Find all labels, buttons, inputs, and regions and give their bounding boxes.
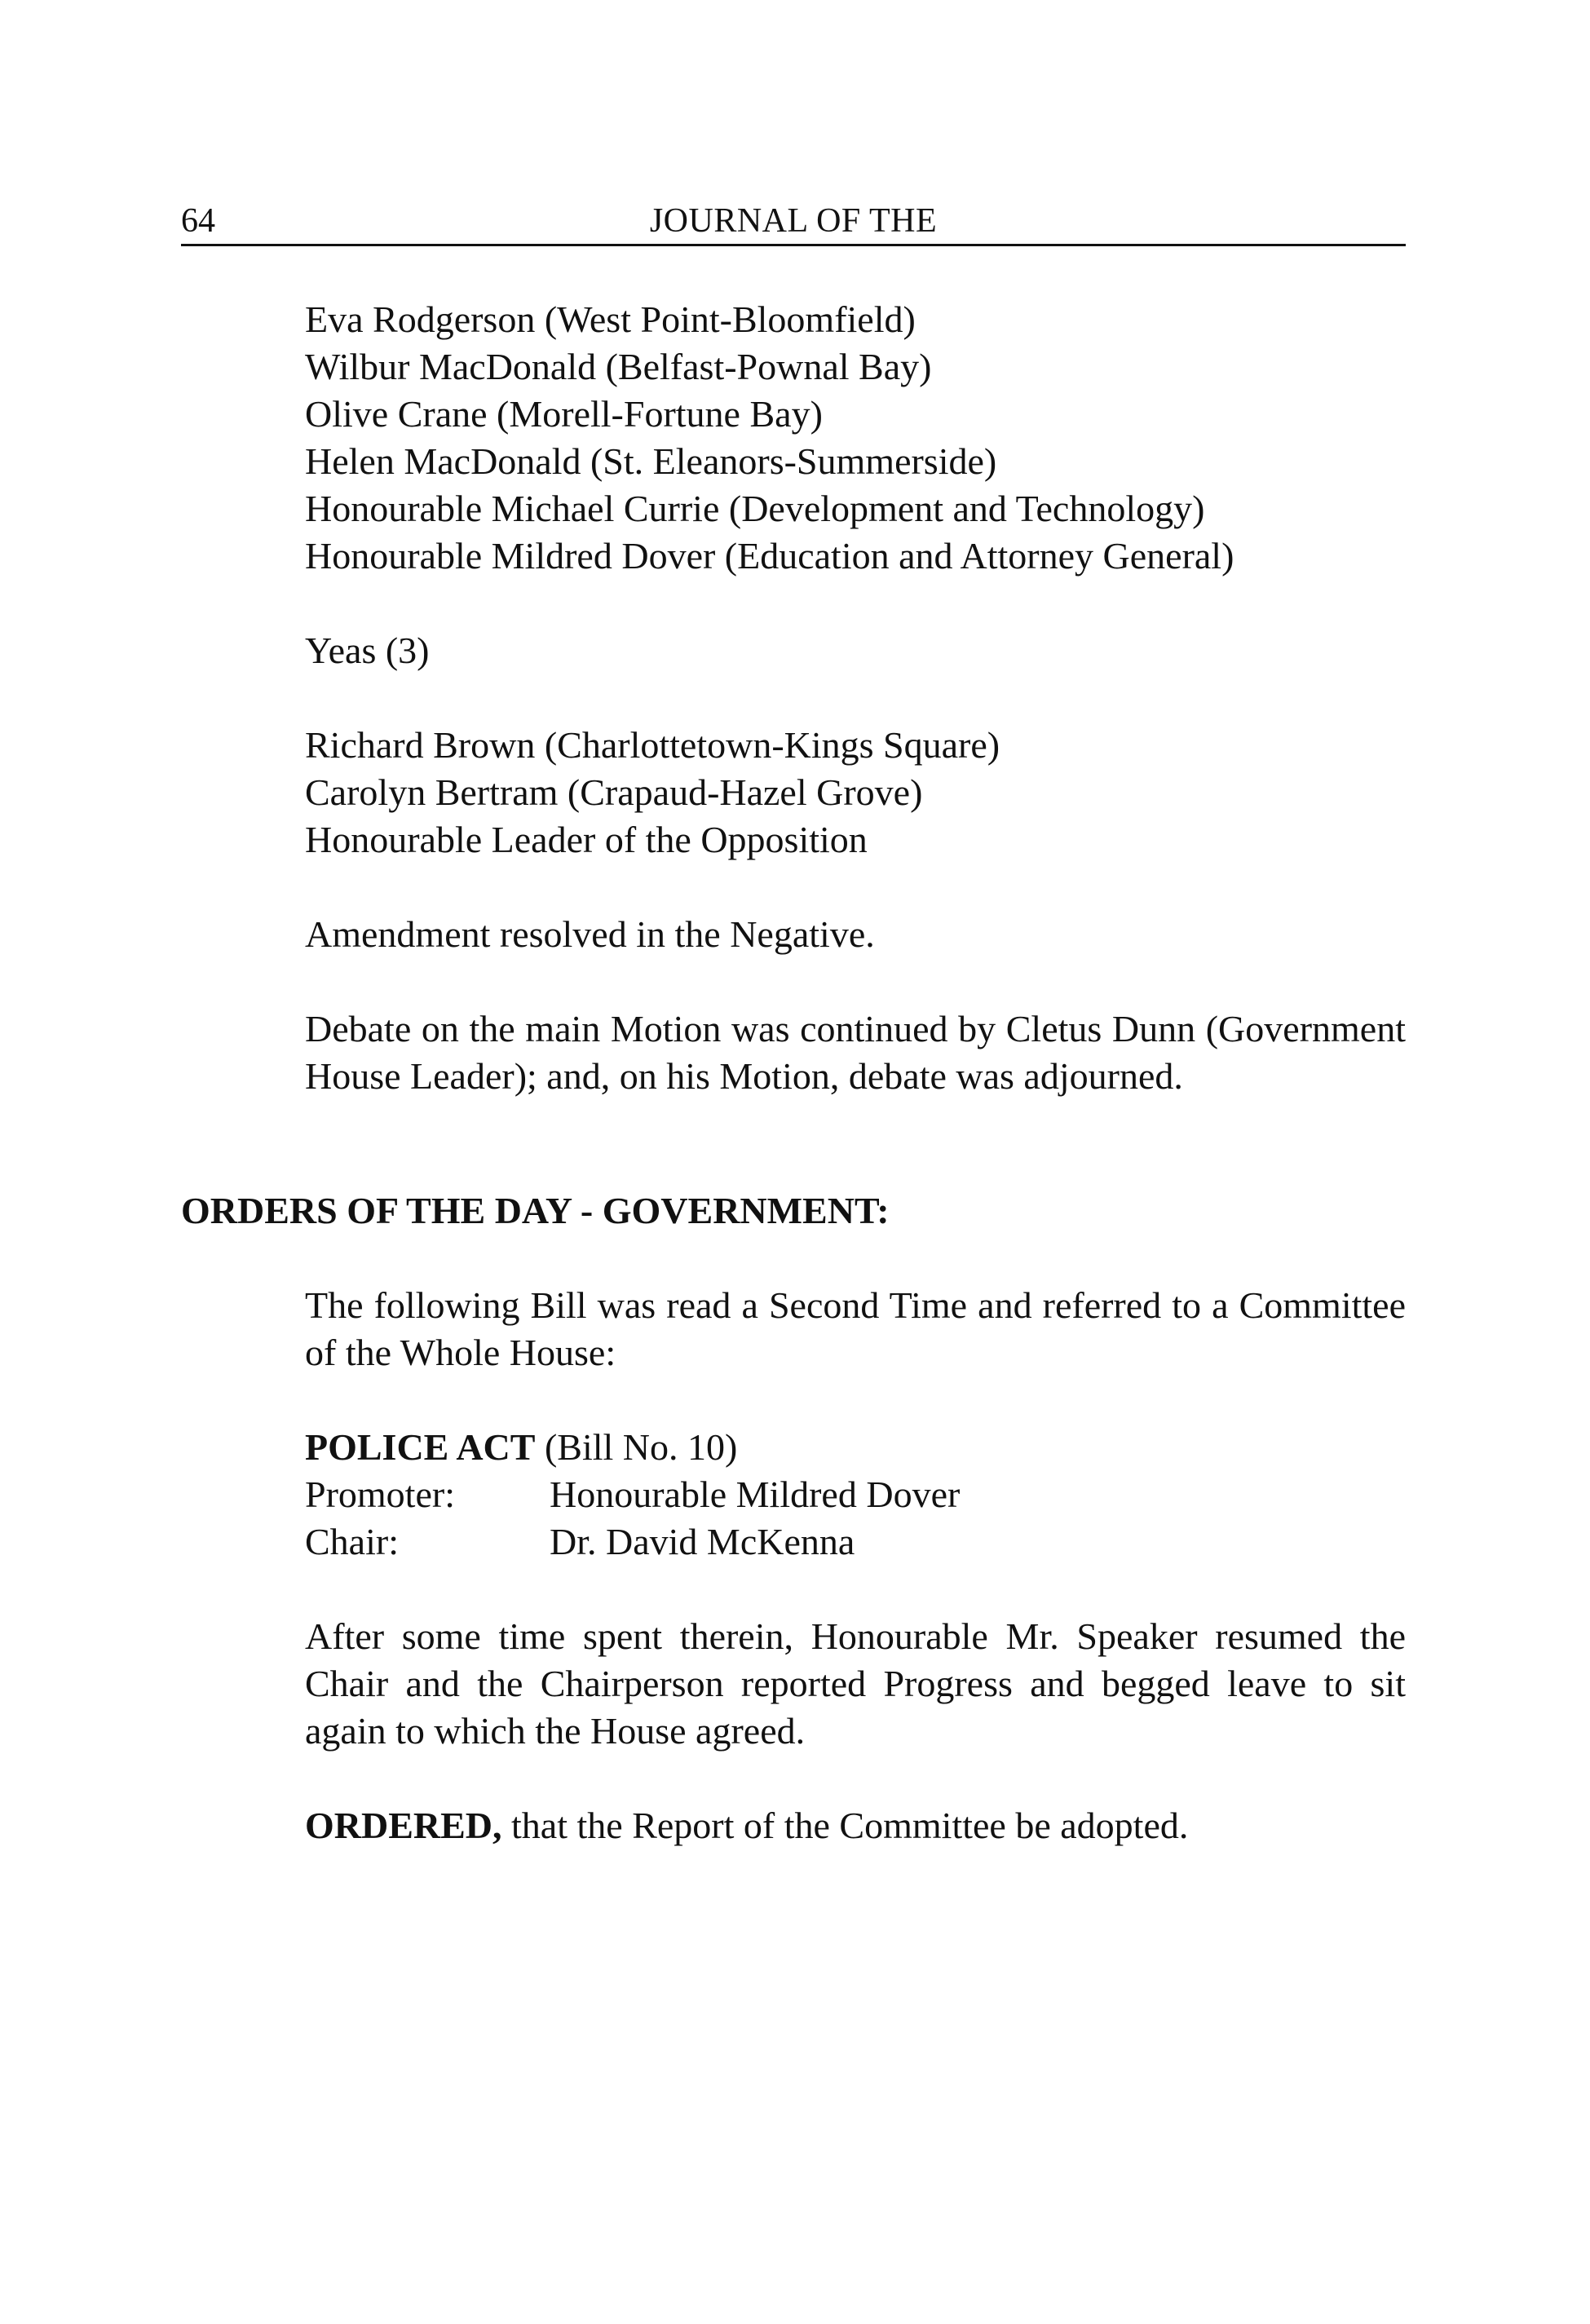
bill-title-line	[305, 1424, 1406, 1471]
list-item: Olive Crane (Morell-Fortune Bay)	[305, 393, 823, 435]
promoter-value: Honourable Mildred Dover	[550, 1473, 961, 1515]
chair-row	[305, 1518, 1406, 1566]
promoter-label: Promoter:	[305, 1473, 455, 1515]
ordered-text: that the Report of the Committee be adopted.	[501, 1805, 1189, 1846]
vote-record	[305, 296, 1406, 1100]
amendment-result: Amendment resolved in the Negative.	[305, 913, 875, 955]
list-item: Honourable Leader of the Opposition	[305, 819, 868, 860]
chair-value: Dr. David McKenna	[550, 1521, 855, 1562]
list-item: Wilbur MacDonald (Belfast-Pownal Bay)	[305, 346, 932, 387]
bill-entry	[305, 1424, 1406, 1566]
second-reading-paragraph: The following Bill was read a Second Time and referred to a Committee of the Whole House:	[305, 1284, 1406, 1373]
yeas-label: Yeas (3)	[305, 630, 430, 671]
promoter-row	[305, 1471, 1406, 1518]
progress-paragraph: After some time spent therein, Honourable Mr. Speaker resumed the Chair and the Chairperson reported Progress and begged leave to sit again to which the House agreed.	[305, 1615, 1406, 1752]
page-number: 64	[181, 202, 215, 240]
chair-label: Chair:	[305, 1521, 399, 1562]
page-header	[181, 198, 1406, 246]
list-item: Richard Brown (Charlottetown-Kings Square)	[305, 724, 1000, 766]
nays-list	[305, 296, 1406, 580]
list-item: Helen MacDonald (St. Eleanors-Summerside)	[305, 440, 997, 482]
yeas-list	[305, 722, 1406, 864]
bill-title: POLICE ACT	[305, 1426, 536, 1468]
list-item: Carolyn Bertram (Crapaud-Hazel Grove)	[305, 771, 923, 813]
ordered-paragraph	[305, 1802, 1406, 1849]
running-title: JOURNAL OF THE	[649, 202, 938, 240]
government-orders	[305, 1282, 1406, 1849]
ordered-label: ORDERED,	[305, 1805, 502, 1846]
section-heading: ORDERS OF THE DAY - GOVERNMENT:	[181, 1190, 890, 1231]
list-item: Honourable Michael Currie (Development and Technology)	[305, 488, 1205, 529]
debate-paragraph: Debate on the main Motion was continued by Cletus Dunn (Government House Leader); and, on his Motion, debate was adjourned.	[305, 1008, 1406, 1097]
bill-number: (Bill No. 10)	[535, 1426, 738, 1468]
list-item: Eva Rodgerson (West Point-Bloomfield)	[305, 298, 916, 340]
list-item: Honourable Mildred Dover (Education and Attorney General)	[305, 535, 1234, 577]
